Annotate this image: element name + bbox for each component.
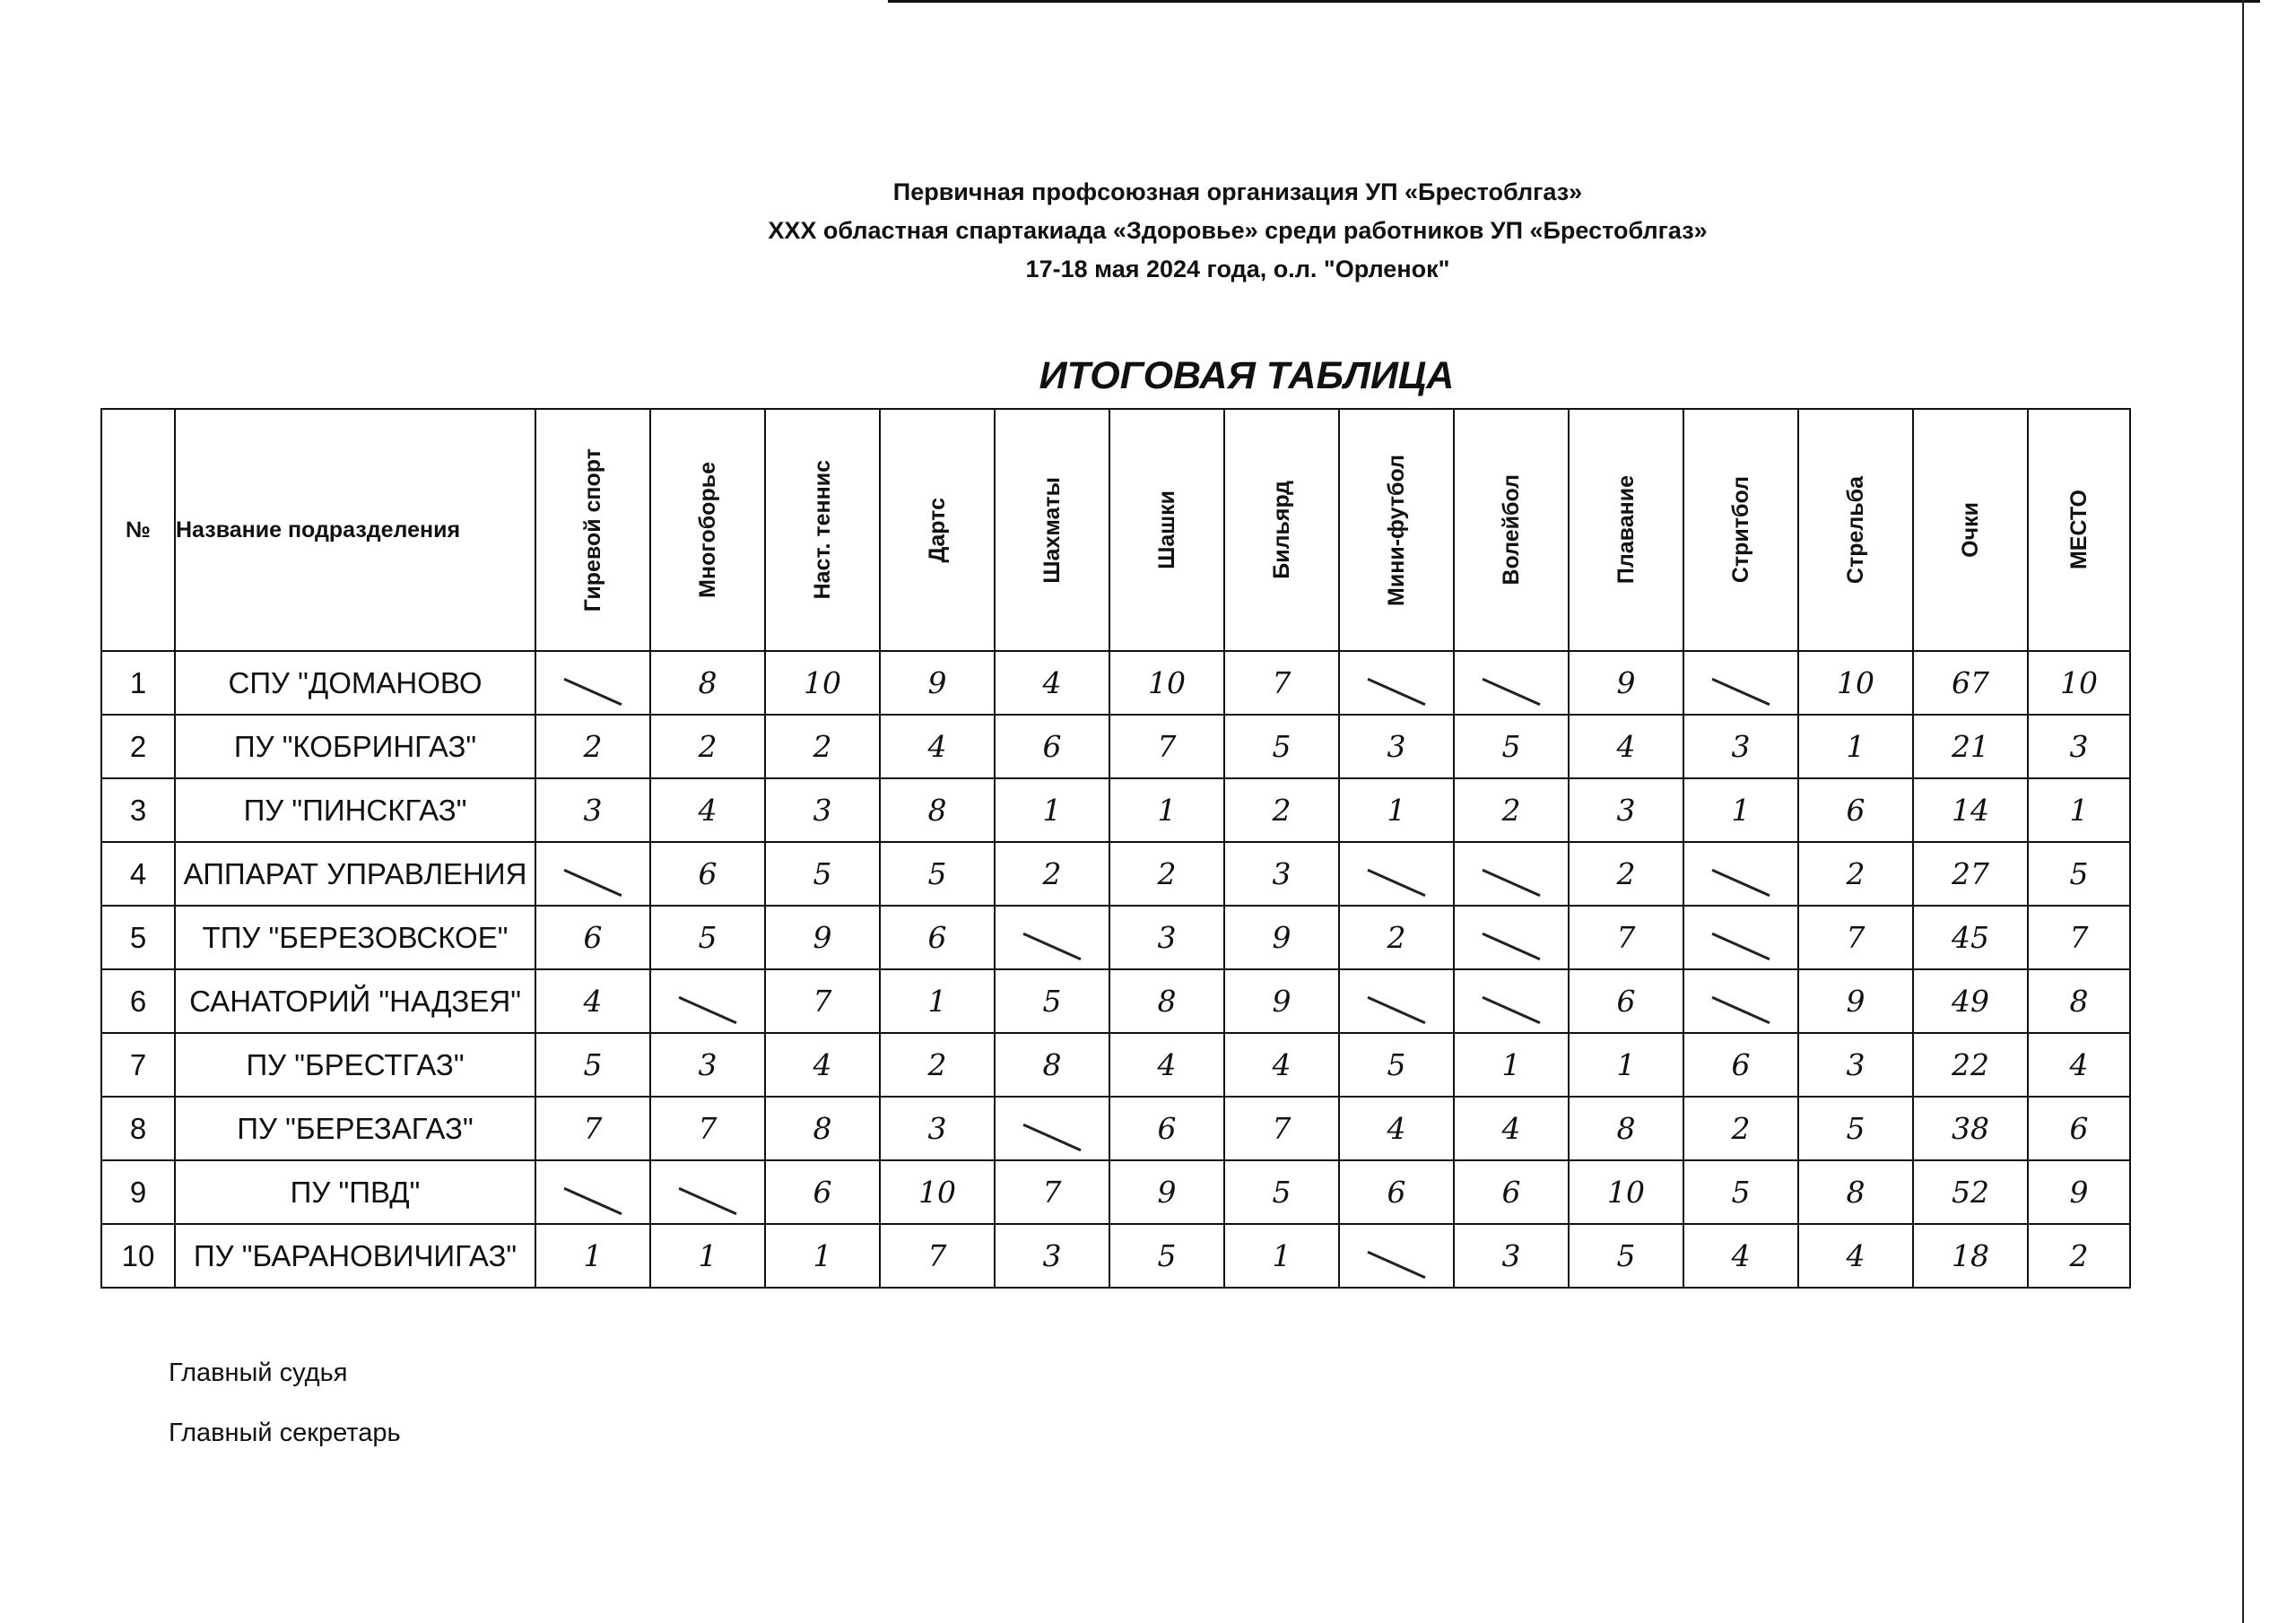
score-cell: 3 — [1683, 715, 1798, 778]
no-entry-dash — [1022, 1124, 1081, 1151]
column-header-sport-1 — [535, 409, 650, 651]
score-cell: 1 — [1569, 1033, 1683, 1097]
no-entry-dash — [678, 1187, 736, 1215]
score-cell: 4 — [1224, 1033, 1339, 1097]
points-cell: 18 — [1913, 1224, 2028, 1288]
row-subdivision-name: ПУ "ПВД" — [175, 1160, 535, 1224]
score-cell: 4 — [1683, 1224, 1798, 1288]
score-cell: 2 — [535, 715, 650, 778]
score-cell: 4 — [880, 715, 995, 778]
score-cell: 7 — [1798, 906, 1913, 969]
score-cell: 7 — [1569, 906, 1683, 969]
points-cell: 45 — [1913, 906, 2028, 969]
table-row — [101, 1224, 2130, 1288]
score-cell: 3 — [880, 1097, 995, 1160]
score-cell: 10 — [1109, 651, 1224, 715]
score-cell: 3 — [650, 1033, 765, 1097]
no-entry-dash — [1367, 1251, 1425, 1279]
score-cell — [1339, 651, 1454, 715]
points-cell: 49 — [1913, 969, 2028, 1033]
score-cell: 5 — [650, 906, 765, 969]
row-subdivision-name: СПУ "ДОМАНОВО — [175, 651, 535, 715]
score-cell: 1 — [880, 969, 995, 1033]
score-cell: 5 — [1569, 1224, 1683, 1288]
score-cell: 9 — [880, 651, 995, 715]
score-cell: 9 — [1109, 1160, 1224, 1224]
place-cell: 2 — [2028, 1224, 2130, 1288]
row-number: 7 — [101, 1033, 175, 1097]
score-cell: 6 — [880, 906, 995, 969]
score-cell: 2 — [1683, 1097, 1798, 1160]
score-cell: 6 — [765, 1160, 880, 1224]
score-cell: 1 — [995, 778, 1109, 842]
table-row — [101, 715, 2130, 778]
points-cell: 22 — [1913, 1033, 2028, 1097]
score-cell: 1 — [1109, 778, 1224, 842]
score-cell: 5 — [1109, 1224, 1224, 1288]
score-cell: 7 — [650, 1097, 765, 1160]
score-cell: 7 — [1224, 651, 1339, 715]
column-header-label: Дартс — [924, 497, 950, 563]
score-cell: 1 — [650, 1224, 765, 1288]
score-cell: 5 — [1224, 1160, 1339, 1224]
score-cell: 8 — [1798, 1160, 1913, 1224]
column-header-name: Название подразделения — [175, 409, 535, 651]
score-cell: 10 — [880, 1160, 995, 1224]
no-entry-dash — [563, 1187, 622, 1215]
score-cell: 8 — [765, 1097, 880, 1160]
score-cell: 2 — [880, 1033, 995, 1097]
row-number: 6 — [101, 969, 175, 1033]
row-subdivision-name: ПУ "БРЕСТГАЗ" — [175, 1033, 535, 1097]
column-header-sport-7 — [1224, 409, 1339, 651]
score-cell — [1454, 969, 1569, 1033]
score-cell: 2 — [1798, 842, 1913, 906]
score-cell: 8 — [1569, 1097, 1683, 1160]
row-number: 8 — [101, 1097, 175, 1160]
header-date-place: 17-18 мая 2024 года, о.л. "Орленок" — [1025, 256, 1450, 282]
score-cell: 1 — [1224, 1224, 1339, 1288]
score-cell: 9 — [1569, 651, 1683, 715]
points-cell: 52 — [1913, 1160, 2028, 1224]
score-cell: 10 — [765, 651, 880, 715]
score-cell: 8 — [650, 651, 765, 715]
score-cell: 4 — [1109, 1033, 1224, 1097]
score-cell — [650, 1160, 765, 1224]
score-cell: 4 — [995, 651, 1109, 715]
no-entry-dash — [1367, 869, 1425, 897]
column-header-label: Многоборье — [694, 462, 720, 598]
score-cell: 2 — [1109, 842, 1224, 906]
score-cell: 1 — [765, 1224, 880, 1288]
place-cell: 6 — [2028, 1097, 2130, 1160]
score-cell: 6 — [535, 906, 650, 969]
column-header-num: № — [101, 409, 175, 651]
score-cell: 7 — [1109, 715, 1224, 778]
no-entry-dash — [1711, 933, 1770, 960]
score-cell: 4 — [765, 1033, 880, 1097]
no-entry-dash — [1711, 869, 1770, 897]
score-cell: 2 — [995, 842, 1109, 906]
column-header-sport-5 — [995, 409, 1109, 651]
score-cell: 3 — [1109, 906, 1224, 969]
place-cell: 3 — [2028, 715, 2130, 778]
score-cell: 9 — [765, 906, 880, 969]
row-number: 10 — [101, 1224, 175, 1288]
score-cell: 1 — [535, 1224, 650, 1288]
column-header-sport-3 — [765, 409, 880, 651]
no-entry-dash — [1367, 996, 1425, 1024]
results-table — [100, 408, 2131, 1289]
points-cell: 27 — [1913, 842, 2028, 906]
row-number: 4 — [101, 842, 175, 906]
no-entry-dash — [1022, 933, 1081, 960]
score-cell: 7 — [880, 1224, 995, 1288]
no-entry-dash — [1482, 678, 1540, 706]
column-header-sport-8 — [1339, 409, 1454, 651]
score-cell: 6 — [1569, 969, 1683, 1033]
no-entry-dash — [1482, 996, 1540, 1024]
score-cell — [1339, 1224, 1454, 1288]
score-cell: 6 — [1109, 1097, 1224, 1160]
points-cell: 21 — [1913, 715, 2028, 778]
column-header-sport-12 — [1798, 409, 1913, 651]
score-cell: 4 — [1339, 1097, 1454, 1160]
score-cell: 5 — [1339, 1033, 1454, 1097]
place-cell: 8 — [2028, 969, 2130, 1033]
column-header-sport-6 — [1109, 409, 1224, 651]
row-number: 5 — [101, 906, 175, 969]
score-cell: 9 — [1798, 969, 1913, 1033]
score-cell: 4 — [535, 969, 650, 1033]
column-header-label: Шахматы — [1039, 476, 1065, 584]
column-header-label: МЕСТО — [2066, 490, 2092, 570]
no-entry-dash — [1482, 933, 1540, 960]
table-row — [101, 906, 2130, 969]
column-header-label: Гиревой спорт — [579, 447, 605, 612]
column-header-label: Мини-футбол — [1383, 454, 1409, 606]
no-entry-dash — [563, 678, 622, 706]
no-entry-dash — [563, 869, 622, 897]
score-cell — [535, 842, 650, 906]
place-cell: 5 — [2028, 842, 2130, 906]
chief-judge-label: Главный судья — [169, 1358, 348, 1387]
score-cell: 7 — [1224, 1097, 1339, 1160]
score-cell: 2 — [1339, 906, 1454, 969]
score-cell: 9 — [1224, 906, 1339, 969]
score-cell: 10 — [1569, 1160, 1683, 1224]
score-cell: 1 — [1798, 715, 1913, 778]
score-cell: 1 — [1454, 1033, 1569, 1097]
score-cell: 1 — [1683, 778, 1798, 842]
score-cell: 5 — [1224, 715, 1339, 778]
score-cell: 4 — [650, 778, 765, 842]
score-cell: 5 — [1798, 1097, 1913, 1160]
score-cell: 3 — [1339, 715, 1454, 778]
row-subdivision-name: ПУ "БЕРЕЗАГАЗ" — [175, 1097, 535, 1160]
score-cell — [535, 651, 650, 715]
score-cell: 10 — [1798, 651, 1913, 715]
score-cell: 8 — [995, 1033, 1109, 1097]
column-header-label: Бильярд — [1268, 481, 1294, 579]
row-number: 3 — [101, 778, 175, 842]
score-cell: 3 — [995, 1224, 1109, 1288]
row-subdivision-name: САНАТОРИЙ "НАДЗЕЯ" — [175, 969, 535, 1033]
score-cell: 3 — [1224, 842, 1339, 906]
column-header-label: Очки — [1957, 502, 1983, 558]
column-header-label: Стритбол — [1727, 476, 1753, 584]
table-row — [101, 969, 2130, 1033]
score-cell: 6 — [1683, 1033, 1798, 1097]
points-cell: 67 — [1913, 651, 2028, 715]
score-cell: 4 — [1798, 1224, 1913, 1288]
table-header-row — [101, 409, 2130, 651]
table-row — [101, 1033, 2130, 1097]
column-header-label: Шашки — [1153, 490, 1179, 569]
score-cell: 5 — [1683, 1160, 1798, 1224]
document-header — [538, 173, 1937, 289]
score-cell — [1683, 969, 1798, 1033]
column-header-label: Волейбол — [1498, 474, 1524, 586]
row-number: 9 — [101, 1160, 175, 1224]
table-row — [101, 778, 2130, 842]
row-subdivision-name: ПУ "КОБРИНГАЗ" — [175, 715, 535, 778]
row-subdivision-name: ПУ "БАРАНОВИЧИГАЗ" — [175, 1224, 535, 1288]
column-header-sport-9 — [1454, 409, 1569, 651]
row-number: 2 — [101, 715, 175, 778]
score-cell — [1454, 651, 1569, 715]
place-cell: 1 — [2028, 778, 2130, 842]
score-cell: 1 — [1339, 778, 1454, 842]
no-entry-dash — [1711, 996, 1770, 1024]
no-entry-dash — [1711, 678, 1770, 706]
score-cell: 2 — [1224, 778, 1339, 842]
score-cell: 7 — [995, 1160, 1109, 1224]
score-cell: 7 — [535, 1097, 650, 1160]
score-cell — [650, 969, 765, 1033]
score-cell — [1683, 651, 1798, 715]
scan-edge-right — [2242, 0, 2244, 1623]
score-cell: 3 — [1569, 778, 1683, 842]
points-cell: 38 — [1913, 1097, 2028, 1160]
header-organization: Первичная профсоюзная организация УП «Брестоблгаз» — [892, 178, 1583, 205]
score-cell: 2 — [1569, 842, 1683, 906]
score-cell — [1683, 906, 1798, 969]
table-row — [101, 842, 2130, 906]
column-header-sport-10 — [1569, 409, 1683, 651]
score-cell: 7 — [765, 969, 880, 1033]
table-row — [101, 651, 2130, 715]
score-cell: 8 — [880, 778, 995, 842]
scan-edge-top — [888, 0, 2260, 3]
score-cell: 6 — [650, 842, 765, 906]
header-event: XXX областная спартакиада «Здоровье» среди работников УП «Брестоблгаз» — [768, 217, 1708, 244]
column-header-label: Плавание — [1613, 475, 1639, 585]
row-subdivision-name: АППАРАТ УПРАВЛЕНИЯ — [175, 842, 535, 906]
score-cell: 5 — [535, 1033, 650, 1097]
column-header-sport-11 — [1683, 409, 1798, 651]
score-cell: 5 — [995, 969, 1109, 1033]
row-number: 1 — [101, 651, 175, 715]
score-cell: 5 — [765, 842, 880, 906]
score-cell: 2 — [650, 715, 765, 778]
column-header-label: Стрельба — [1842, 475, 1868, 585]
score-cell: 8 — [1109, 969, 1224, 1033]
place-cell: 7 — [2028, 906, 2130, 969]
score-cell — [1683, 842, 1798, 906]
score-cell: 5 — [1454, 715, 1569, 778]
column-header-points — [1913, 409, 2028, 651]
place-cell: 9 — [2028, 1160, 2130, 1224]
score-cell: 4 — [1569, 715, 1683, 778]
row-subdivision-name: ПУ "ПИНСКГАЗ" — [175, 778, 535, 842]
score-cell: 6 — [995, 715, 1109, 778]
points-cell: 14 — [1913, 778, 2028, 842]
row-subdivision-name: ТПУ "БЕРЕЗОВСКОЕ" — [175, 906, 535, 969]
score-cell: 3 — [765, 778, 880, 842]
score-cell — [535, 1160, 650, 1224]
score-cell: 4 — [1454, 1097, 1569, 1160]
score-cell: 3 — [535, 778, 650, 842]
score-cell — [1454, 842, 1569, 906]
table-row — [101, 1097, 2130, 1160]
score-cell: 2 — [1454, 778, 1569, 842]
table-body — [101, 651, 2130, 1288]
column-header-place — [2028, 409, 2130, 651]
score-cell — [1339, 969, 1454, 1033]
column-header-label: Наст. теннис — [809, 460, 835, 600]
score-cell — [995, 1097, 1109, 1160]
place-cell: 10 — [2028, 651, 2130, 715]
score-cell: 3 — [1798, 1033, 1913, 1097]
score-cell: 2 — [765, 715, 880, 778]
score-cell: 3 — [1454, 1224, 1569, 1288]
column-header-sport-2 — [650, 409, 765, 651]
score-cell: 6 — [1454, 1160, 1569, 1224]
no-entry-dash — [678, 996, 736, 1024]
no-entry-dash — [1367, 678, 1425, 706]
score-cell — [1454, 906, 1569, 969]
no-entry-dash — [1482, 869, 1540, 897]
score-cell: 6 — [1798, 778, 1913, 842]
score-cell — [1339, 842, 1454, 906]
place-cell: 4 — [2028, 1033, 2130, 1097]
column-header-sport-4 — [880, 409, 995, 651]
table-row — [101, 1160, 2130, 1224]
score-cell: 9 — [1224, 969, 1339, 1033]
score-cell: 5 — [880, 842, 995, 906]
score-cell — [995, 906, 1109, 969]
score-cell: 6 — [1339, 1160, 1454, 1224]
chief-secretary-label: Главный секретарь — [169, 1419, 401, 1447]
table-title: ИТОГОВАЯ ТАБЛИЦА — [1039, 354, 1455, 397]
